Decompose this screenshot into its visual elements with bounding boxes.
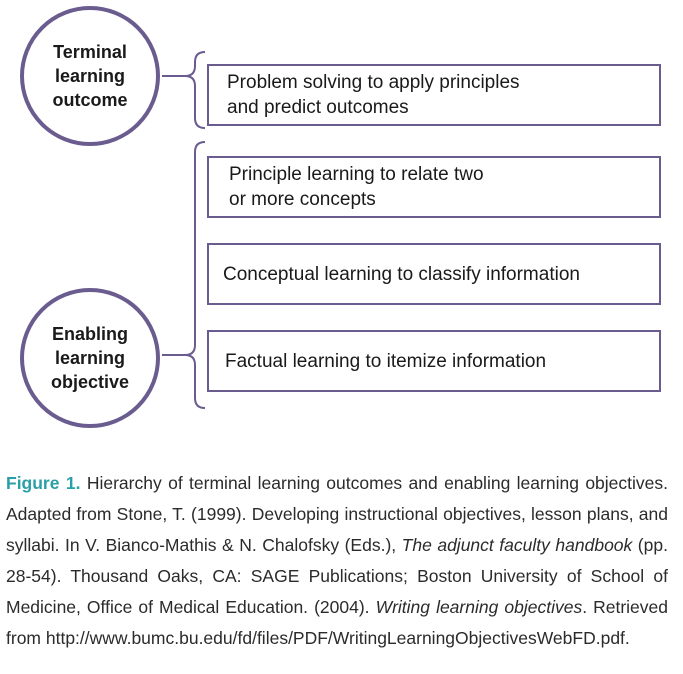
- problem-solving-box: [207, 64, 661, 126]
- caption-book-title: The adjunct faculty handbook: [401, 534, 633, 555]
- terminal-learning-outcome-circle: [20, 6, 160, 146]
- enabling-learning-objective-circle: [20, 288, 160, 428]
- enabling-bracket: [162, 142, 205, 408]
- conceptual-learning-box: [207, 243, 661, 305]
- caption-text-2: (pp. 28-54). Thousand Oaks, CA: SAGE Publications; Boston University of School of Medicine, Office of Medical Education. (2004).: [6, 534, 668, 617]
- principle-learning-label: Principle learning to relate two or more concepts: [229, 164, 484, 210]
- caption-text-1: Hierarchy of terminal learning outcomes and enabling learning objectives. Adapted from Stone, T. (1999). Developing instructional objectives, lesson plans, and syllabi. In V. Bianco-Mathis & N. Chalofsky (Eds.),: [6, 472, 668, 555]
- problem-solving-label: Problem solving to apply principles and predict outcomes: [227, 72, 520, 118]
- figure-label: Figure 1.: [6, 472, 81, 493]
- caption-article-title: Writing learning objectives: [375, 596, 583, 617]
- factual-learning-label: Factual learning to itemize information: [225, 350, 547, 372]
- caption-text-3: . Retrieved from http://www.bumc.bu.edu/fd/files/PDF/WritingLearningObjectivesWebFD.pdf.: [6, 596, 669, 648]
- terminal-bracket: [162, 52, 205, 128]
- principle-learning-box: [207, 156, 661, 218]
- conceptual-learning-label: Conceptual learning to classify information: [223, 263, 580, 285]
- enabling-circle-label: Enabling learning objective: [50, 324, 130, 392]
- figure-caption: [6, 468, 668, 654]
- factual-learning-box: [207, 330, 661, 392]
- terminal-circle-label: Terminal learning outcome: [52, 42, 128, 110]
